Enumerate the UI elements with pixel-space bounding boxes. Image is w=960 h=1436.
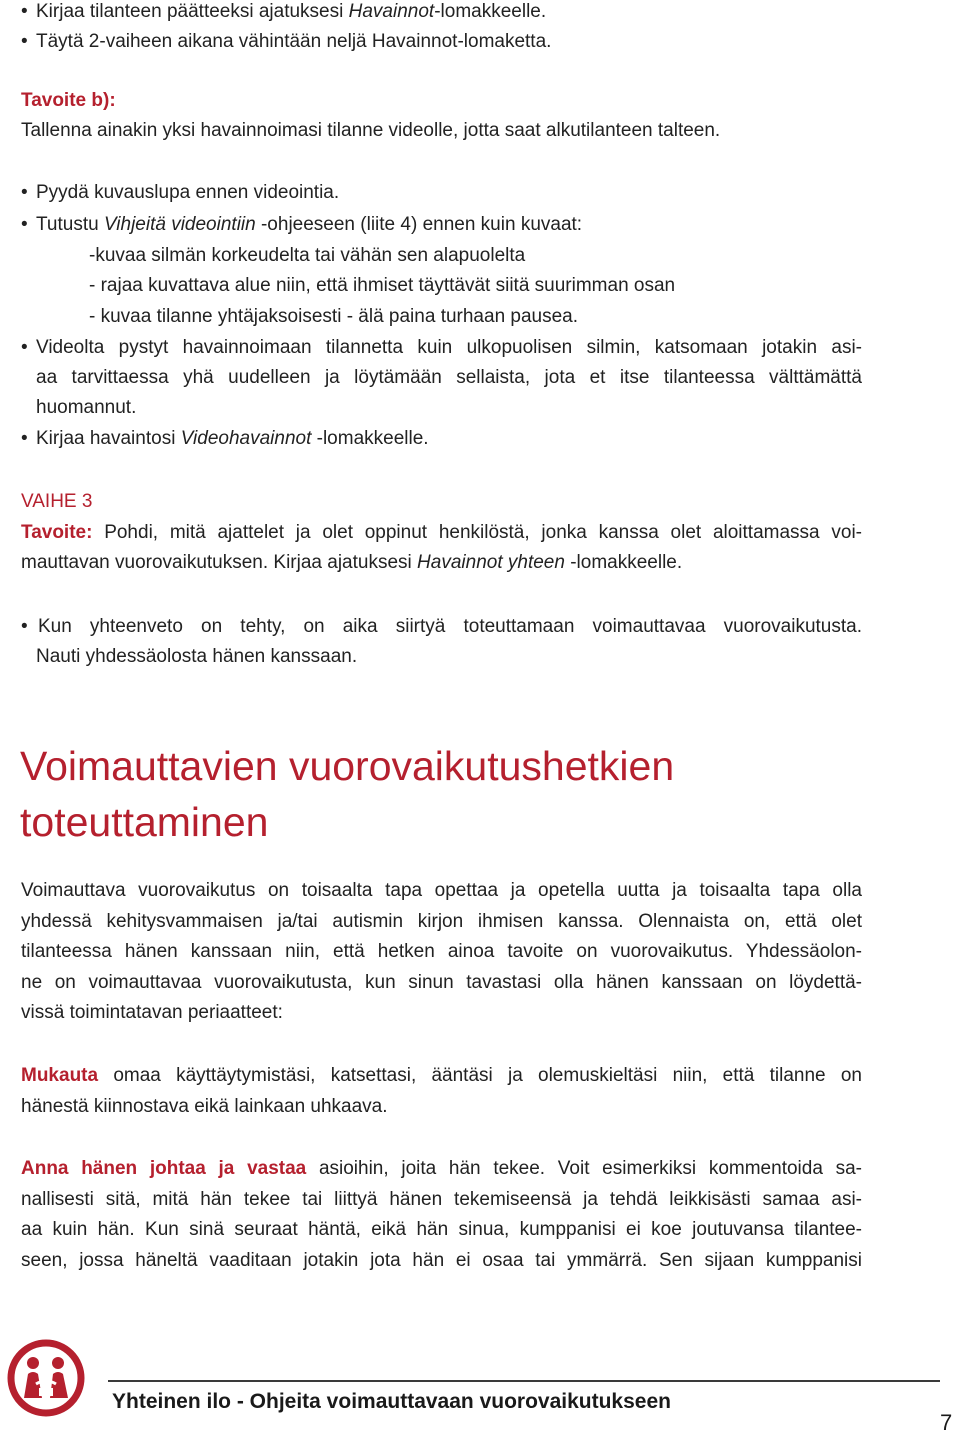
keyword: Mukauta — [21, 1065, 99, 1086]
paragraph-3-line-4: seen, jossa häneltä vaaditaan jotakin jota hän ei osaa tai ymmärrä. Sen sijaan kumppanisi — [21, 1250, 862, 1271]
bullet: • — [21, 616, 28, 637]
bullet: • — [21, 337, 28, 358]
text: Kirjaa tilanteen päätteeksi ajatuksesi — [36, 1, 349, 22]
paragraph-1-line-2: yhdessä kehitysvammaisen ja/tai autismin kirjon ihmisen kanssa. Olennaista on, että olet — [21, 911, 862, 932]
bullet: • — [21, 428, 28, 449]
paragraph-3-line-2: nallisesti sitä, mitä hän tekee tai liittyä hänen tekemiseensä ja tehdä leikkisästi samaa asi- — [21, 1189, 862, 1210]
video-sub-1: -kuvaa silmän korkeudelta tai vähän sen alapuolelta — [89, 245, 526, 266]
video-sub-3: - kuvaa tilanne yhtäjaksoisesti - älä paina turhaan pausea. — [89, 306, 579, 327]
paragraph-1-line-5: vissä toimintatavan periaatteet: — [21, 1002, 283, 1023]
paragraph-2-line-2: hänestä kiinnostava eikä lainkaan uhkaava. — [21, 1096, 388, 1117]
text: -lomakkeelle. — [311, 428, 429, 449]
goal-b-text: Tallenna ainakin yksi havainnoimasi tilanne videolle, jotta saat alkutilanteen talteen. — [21, 120, 721, 141]
guide-name: Vihjeitä videointiin — [103, 214, 256, 235]
phase-3-bullet-line-1: Kun yhteenveto on tehty, on aika siirtyä toteuttamaan voimauttavaa vuorovaikutusta. — [38, 616, 862, 637]
video-bullet-3-line-1: Videolta pystyt havainnoimaan tilannetta kuin ulkopuolisen silmin, katsomaan jotakin asi- — [36, 337, 862, 358]
text: -ohjeeseen (liite 4) ennen kuin kuvaat: — [255, 214, 583, 235]
paragraph-3-line-3: aa kuin hän. Kun sinä seuraat häntä, eikä hän sinua, kumppanisi ei koe joutuvansa tilantee- — [21, 1219, 862, 1240]
phase-3-line-2 — [21, 551, 862, 575]
video-bullet-4 — [36, 427, 862, 451]
top-line-1 — [36, 0, 862, 24]
goal-label: Tavoite: — [21, 522, 93, 543]
people-logo-icon — [6, 1338, 86, 1418]
goal-b-label: Tavoite b): — [21, 90, 116, 111]
video-bullet-3-line-2: aa tarvittaessa yhä uudelleen ja löytämään sellaista, jota et itse tilanteessa välttämättä — [36, 367, 862, 388]
phase-3-title: VAIHE 3 — [21, 491, 93, 512]
text: Tutustu — [36, 214, 104, 235]
phase-3-line-1 — [21, 521, 862, 545]
text: Kirjaa havaintosi — [36, 428, 181, 449]
video-sub-2: - rajaa kuvattava alue niin, että ihmiset täyttävät siitä suurimman osan — [89, 275, 676, 296]
paragraph-1-line-1: Voimauttava vuorovaikutus on toisaalta tapa opettaa ja opetella uutta ja toisaalta tapa olla — [21, 880, 862, 901]
paragraph-1-line-3: tilanteessa hänen kanssaan niin, että hetken ainoa tavoite on vuorovaikutus. Yhdessäolon- — [21, 941, 862, 962]
bullet: • — [21, 214, 28, 235]
paragraph-1-line-4: ne on voimauttavaa vuorovaikutusta, kun sinun tavastasi olla hänen kanssaan on löydettä- — [21, 972, 862, 993]
bullet: • — [21, 182, 28, 203]
video-bullet-3-line-3: huomannut. — [36, 397, 137, 418]
keyword: Anna hänen johtaa ja vastaa — [21, 1158, 307, 1179]
bullet: • — [21, 1, 28, 22]
footer-rule — [108, 1380, 940, 1382]
bullet: • — [21, 31, 28, 52]
text: mauttavan vuorovaikutuksen. Kirjaa ajatuksesi — [21, 552, 418, 573]
form-name: Havainnot — [348, 1, 435, 22]
phase-3-bullet-line-2: Nauti yhdessäolosta hänen kanssaan. — [36, 646, 358, 667]
form-name: Videohavainnot — [180, 428, 312, 449]
section-heading-line-1: Voimauttavien vuorovaikutushetkien — [20, 743, 675, 789]
text: -lomakkeelle. — [564, 552, 683, 573]
footer-title: Yhteinen ilo - Ohjeita voimauttavaan vuorovaikutukseen — [112, 1390, 671, 1413]
top-line-2: Täytä 2-vaiheen aikana vähintään neljä Havainnot-lomaketta. — [36, 31, 552, 52]
form-name: Havainnot yhteen — [417, 552, 565, 573]
video-bullet-2 — [36, 213, 862, 237]
text: -lomakkeelle. — [434, 1, 547, 22]
page-number: 7 — [940, 1410, 953, 1435]
text: omaa käyttäytymistäsi, katsettasi, ääntäsi ja olemuskieltäsi niin, että tilanne on — [98, 1065, 862, 1086]
video-bullet-1: Pyydä kuvauslupa ennen videointia. — [36, 182, 340, 203]
text: asioihin, joita hän tekee. Voit esimerkiksi kommentoida sa- — [306, 1158, 862, 1179]
section-heading-line-2: toteuttaminen — [20, 799, 269, 845]
paragraph-2-line-1 — [21, 1064, 862, 1088]
text: Pohdi, mitä ajattelet ja olet oppinut henkilöstä, jonka kanssa olet aloittamassa voi- — [92, 522, 862, 543]
paragraph-3-line-1 — [21, 1157, 862, 1181]
